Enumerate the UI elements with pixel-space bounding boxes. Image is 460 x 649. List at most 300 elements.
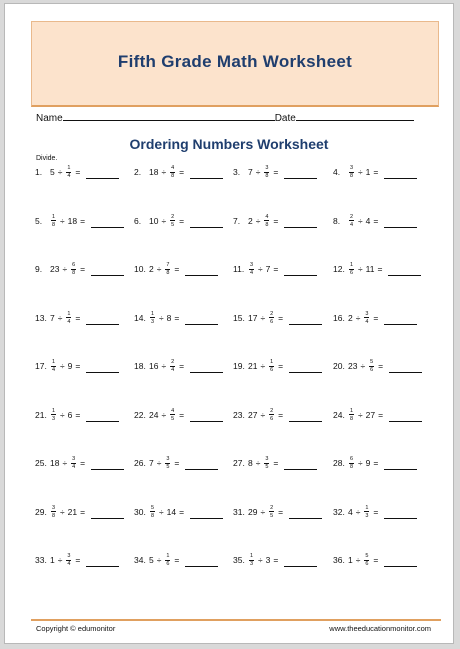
division-expression xyxy=(248,553,281,567)
answer-blank[interactable] xyxy=(86,557,119,567)
operand-whole: 2 xyxy=(248,215,253,226)
division-expression xyxy=(348,311,381,325)
denominator: 4 xyxy=(349,221,354,228)
divide-sign: ÷ xyxy=(60,215,65,226)
operand-fraction xyxy=(364,553,369,567)
equals-sign: = xyxy=(80,264,86,274)
numerator: 3 xyxy=(67,553,71,559)
problem-item xyxy=(233,356,322,376)
numerator: 1 xyxy=(166,553,170,559)
equals-sign: = xyxy=(75,409,81,420)
equals-sign: = xyxy=(278,312,284,323)
operand-fraction xyxy=(51,408,56,422)
problem-item xyxy=(35,405,119,425)
operand-whole: 8 xyxy=(166,312,172,323)
operand-whole: 7 xyxy=(149,458,154,468)
problem-number: 24. xyxy=(333,409,345,420)
operand-fraction xyxy=(170,165,175,179)
division-expression xyxy=(248,214,281,228)
instructions: Divide. xyxy=(36,155,58,162)
operand-fraction xyxy=(165,262,170,276)
operand-fraction xyxy=(264,214,269,228)
equals-sign: = xyxy=(273,458,279,468)
division-expression xyxy=(248,311,286,325)
operand-whole: 18 xyxy=(149,167,159,177)
denominator: 8 xyxy=(51,221,56,228)
answer-blank[interactable] xyxy=(190,412,223,422)
equals-sign: = xyxy=(174,264,180,274)
divide-sign: ÷ xyxy=(358,264,363,274)
numerator: 3 xyxy=(265,456,269,462)
problem-item xyxy=(333,356,422,376)
operand-fraction xyxy=(349,214,354,228)
operand-whole: 8 xyxy=(248,458,253,468)
answer-blank[interactable] xyxy=(384,557,417,567)
operand-fraction xyxy=(150,505,155,519)
problem-item xyxy=(333,162,417,182)
numerator: 1 xyxy=(51,359,56,365)
divide-sign: ÷ xyxy=(358,409,363,420)
operand-whole: 16 xyxy=(149,361,159,371)
division-expression xyxy=(50,165,83,179)
problem-item xyxy=(35,502,124,522)
division-expression xyxy=(348,553,381,567)
numerator: 1 xyxy=(67,165,71,171)
problem-item xyxy=(35,162,119,182)
answer-blank[interactable] xyxy=(185,315,218,325)
equals-sign: = xyxy=(373,312,379,323)
equals-sign: = xyxy=(179,361,185,371)
operand-whole: 23 xyxy=(50,264,60,274)
problem-item xyxy=(134,211,223,231)
operand-fraction xyxy=(66,553,71,567)
denominator: 4 xyxy=(365,318,369,325)
operand-whole: 23 xyxy=(348,361,358,371)
answer-blank[interactable] xyxy=(389,412,422,422)
answer-blank[interactable] xyxy=(86,363,119,373)
equals-sign: = xyxy=(179,215,185,226)
answer-blank[interactable] xyxy=(86,169,119,179)
problem-number: 36. xyxy=(333,555,345,565)
answer-blank[interactable] xyxy=(284,169,317,179)
answer-blank[interactable] xyxy=(190,218,223,228)
problem-number: 12. xyxy=(333,264,345,274)
equals-sign: = xyxy=(174,555,180,565)
problem-item xyxy=(35,453,124,473)
divide-sign: ÷ xyxy=(62,458,68,468)
division-expression xyxy=(348,359,386,373)
problem-item xyxy=(134,308,218,328)
answer-blank[interactable] xyxy=(86,315,119,325)
division-expression xyxy=(50,359,83,373)
answer-blank[interactable] xyxy=(284,557,317,567)
equals-sign: = xyxy=(80,506,86,517)
divide-sign: ÷ xyxy=(159,506,164,517)
denominator: 5 xyxy=(270,512,274,519)
equals-sign: = xyxy=(378,409,384,420)
division-expression xyxy=(348,165,381,179)
division-expression xyxy=(149,456,182,470)
division-expression xyxy=(248,165,281,179)
operand-whole: 29 xyxy=(248,506,258,517)
problem-number: 27. xyxy=(233,458,245,468)
problem-item xyxy=(233,502,322,522)
divide-sign: ÷ xyxy=(355,506,361,517)
numerator: 3 xyxy=(249,262,254,268)
division-expression xyxy=(149,359,187,373)
problem-number: 20. xyxy=(333,361,345,371)
equals-sign: = xyxy=(373,506,379,517)
problem-number: 10. xyxy=(134,264,146,274)
date-label: Date xyxy=(274,113,296,124)
operand-fraction xyxy=(349,165,354,179)
numerator: 5 xyxy=(365,553,369,559)
equals-sign: = xyxy=(75,361,81,371)
problem-item xyxy=(233,259,317,279)
title-banner xyxy=(31,21,439,107)
division-expression xyxy=(248,359,286,373)
numerator: 6 xyxy=(72,262,76,268)
numerator: 3 xyxy=(72,456,76,462)
answer-blank[interactable] xyxy=(86,412,119,422)
numerator: 3 xyxy=(365,310,369,317)
divide-sign: ÷ xyxy=(159,312,164,323)
problem-number: 2. xyxy=(134,167,142,177)
denominator: 4 xyxy=(249,270,254,276)
operand-fraction xyxy=(269,505,274,519)
footer-website: www.theeducationmonitor.com xyxy=(329,624,431,633)
problem-item xyxy=(233,308,322,328)
answer-blank[interactable] xyxy=(185,266,218,276)
answer-blank[interactable] xyxy=(91,460,124,470)
numerator: 1 xyxy=(67,310,71,317)
operand-whole: 7 xyxy=(50,312,55,323)
problem-item xyxy=(35,211,124,231)
problem-number: 34. xyxy=(134,555,146,565)
answer-blank[interactable] xyxy=(190,363,223,373)
equals-sign: = xyxy=(75,312,81,323)
problem-item xyxy=(134,502,223,522)
problem-number: 13. xyxy=(35,312,47,323)
numerator: 5 xyxy=(150,504,155,511)
operand-whole: 21 xyxy=(248,361,258,371)
name-date-line xyxy=(36,111,414,124)
operand-whole: 9 xyxy=(365,458,371,468)
operand-fraction xyxy=(66,165,71,179)
date-field[interactable] xyxy=(296,111,414,121)
problem-item xyxy=(35,308,119,328)
numerator: 1 xyxy=(365,504,369,511)
denominator: 6 xyxy=(270,318,274,325)
denominator: 3 xyxy=(150,318,155,325)
operand-whole: 24 xyxy=(149,409,159,420)
divide-sign: ÷ xyxy=(255,167,261,177)
equals-sign: = xyxy=(179,167,185,177)
operand-whole: 5 xyxy=(50,167,55,177)
divide-sign: ÷ xyxy=(360,361,366,371)
operand-fraction xyxy=(71,262,76,276)
operand-fraction xyxy=(170,359,175,373)
problem-number: 31. xyxy=(233,506,245,517)
division-expression xyxy=(348,408,386,422)
problem-item xyxy=(233,162,317,182)
answer-blank[interactable] xyxy=(289,509,322,519)
numerator: 3 xyxy=(166,456,170,462)
answer-blank[interactable] xyxy=(289,363,322,373)
equals-sign: = xyxy=(378,361,384,371)
answer-blank[interactable] xyxy=(91,509,124,519)
denominator: 6 xyxy=(365,561,369,567)
denominator: 8 xyxy=(349,415,354,422)
numerator: 2 xyxy=(171,359,175,365)
denominator: 3 xyxy=(365,512,369,519)
answer-blank[interactable] xyxy=(384,460,417,470)
answer-blank[interactable] xyxy=(384,315,417,325)
numerator: 6 xyxy=(349,456,354,462)
denominator: 4 xyxy=(67,173,71,179)
denominator: 8 xyxy=(265,173,269,179)
problem-number: 8. xyxy=(333,215,341,226)
answer-blank[interactable] xyxy=(284,266,317,276)
problem-item xyxy=(35,356,119,376)
answer-blank[interactable] xyxy=(384,509,417,519)
answer-blank[interactable] xyxy=(91,266,124,276)
divide-sign: ÷ xyxy=(60,506,65,517)
division-expression xyxy=(50,408,83,422)
problem-item xyxy=(333,308,417,328)
numerator: 3 xyxy=(265,165,269,171)
numerator: 1 xyxy=(51,407,56,414)
operand-whole: 4 xyxy=(365,215,371,226)
operand-fraction xyxy=(66,311,71,325)
operand-whole: 7 xyxy=(265,264,271,274)
denominator: 8 xyxy=(72,270,76,276)
numerator: 4 xyxy=(265,213,269,220)
numerator: 1 xyxy=(270,359,274,365)
problem-number: 3. xyxy=(233,167,241,177)
equals-sign: = xyxy=(278,409,284,420)
operand-fraction xyxy=(165,456,170,470)
denominator: 4 xyxy=(67,318,71,325)
divide-sign: ÷ xyxy=(355,312,361,323)
denominator: 3 xyxy=(51,415,56,422)
operand-whole: 1 xyxy=(365,167,371,177)
problem-item xyxy=(233,550,317,570)
footer-copyright: Copyright © edumonitor xyxy=(36,624,116,633)
denominator: 8 xyxy=(349,464,354,470)
division-expression xyxy=(50,456,88,470)
problem-number: 7. xyxy=(233,215,241,226)
division-expression xyxy=(50,553,83,567)
divide-sign: ÷ xyxy=(57,312,63,323)
problem-number: 9. xyxy=(35,264,43,274)
problem-item xyxy=(333,259,421,279)
denominator: 8 xyxy=(51,512,56,519)
problem-number: 1. xyxy=(35,167,43,177)
numerator: 2 xyxy=(171,213,175,220)
answer-blank[interactable] xyxy=(384,218,417,228)
operand-fraction xyxy=(369,359,374,373)
operand-fraction xyxy=(269,311,274,325)
operand-whole: 17 xyxy=(248,312,258,323)
divide-sign: ÷ xyxy=(156,555,162,565)
operand-whole: 18 xyxy=(67,215,78,226)
numerator: 2 xyxy=(270,310,274,317)
operand-whole: 5 xyxy=(149,555,154,565)
equals-sign: = xyxy=(273,264,279,274)
answer-blank[interactable] xyxy=(289,315,322,325)
divide-sign: ÷ xyxy=(358,215,363,226)
answer-blank[interactable] xyxy=(185,557,218,567)
denominator: 6 xyxy=(349,270,354,276)
problem-number: 6. xyxy=(134,215,142,226)
operand-fraction xyxy=(364,311,369,325)
operand-whole: 1 xyxy=(348,555,353,565)
problem-number: 23. xyxy=(233,409,245,420)
division-expression xyxy=(248,408,286,422)
division-expression xyxy=(149,214,187,228)
divide-sign: ÷ xyxy=(260,361,266,371)
footer-divider xyxy=(31,619,441,621)
worksheet-subtitle: Ordering Numbers Worksheet xyxy=(129,136,329,152)
denominator: 8 xyxy=(265,221,269,228)
denominator: 6 xyxy=(270,415,274,422)
problem-number: 29. xyxy=(35,506,47,517)
answer-blank[interactable] xyxy=(190,509,223,519)
denominator: 4 xyxy=(171,367,175,373)
answer-blank[interactable] xyxy=(388,266,421,276)
problem-item xyxy=(35,550,119,570)
problem-item xyxy=(134,259,218,279)
equals-sign: = xyxy=(273,167,279,177)
problem-item xyxy=(134,356,223,376)
numerator: 2 xyxy=(349,213,354,220)
equals-sign: = xyxy=(80,215,86,226)
problem-item xyxy=(333,453,417,473)
division-expression xyxy=(149,408,187,422)
divide-sign: ÷ xyxy=(161,361,167,371)
divide-sign: ÷ xyxy=(57,167,63,177)
answer-blank[interactable] xyxy=(185,460,218,470)
numerator: 1 xyxy=(349,407,354,414)
answer-blank[interactable] xyxy=(284,218,317,228)
operand-fraction xyxy=(170,214,175,228)
division-expression xyxy=(149,553,182,567)
divide-sign: ÷ xyxy=(255,215,261,226)
problem-number: 18. xyxy=(134,361,146,371)
equals-sign: = xyxy=(273,215,279,226)
operand-fraction xyxy=(364,505,369,519)
numerator: 7 xyxy=(166,262,170,268)
problem-number: 11. xyxy=(233,264,245,274)
operand-fraction xyxy=(51,505,56,519)
operand-whole: 10 xyxy=(149,215,159,226)
numerator: 5 xyxy=(370,359,374,365)
operand-whole: 7 xyxy=(248,167,253,177)
operand-whole: 21 xyxy=(67,506,78,517)
numerator: 4 xyxy=(171,407,175,414)
division-expression xyxy=(149,311,182,325)
equals-sign: = xyxy=(80,458,86,468)
operand-whole: 2 xyxy=(149,264,154,274)
answer-blank[interactable] xyxy=(289,412,322,422)
numerator: 4 xyxy=(171,165,175,171)
name-field[interactable] xyxy=(63,111,275,121)
operand-whole: 9 xyxy=(67,361,73,371)
operand-whole: 4 xyxy=(348,506,353,517)
division-expression xyxy=(348,214,381,228)
problem-number: 19. xyxy=(233,361,245,371)
numerator: 1 xyxy=(249,553,254,559)
denominator: 5 xyxy=(265,464,269,470)
divide-sign: ÷ xyxy=(355,555,361,565)
denominator: 4 xyxy=(67,561,71,567)
problem-item xyxy=(134,453,218,473)
division-expression xyxy=(348,262,385,276)
problem-number: 4. xyxy=(333,167,341,177)
problem-number: 30. xyxy=(134,506,146,517)
divide-sign: ÷ xyxy=(57,555,63,565)
problem-number: 16. xyxy=(333,312,345,323)
numerator: 1 xyxy=(51,213,56,220)
divide-sign: ÷ xyxy=(161,167,167,177)
divide-sign: ÷ xyxy=(358,458,363,468)
operand-whole: 1 xyxy=(50,555,55,565)
divide-sign: ÷ xyxy=(260,312,266,323)
problem-item xyxy=(333,550,417,570)
answer-blank[interactable] xyxy=(91,218,124,228)
divide-sign: ÷ xyxy=(358,167,363,177)
divide-sign: ÷ xyxy=(255,458,261,468)
division-expression xyxy=(50,262,88,276)
operand-fraction xyxy=(349,262,354,276)
denominator: 5 xyxy=(171,221,175,228)
operand-fraction xyxy=(269,359,274,373)
problem-number: 15. xyxy=(233,312,245,323)
problem-item xyxy=(134,405,223,425)
division-expression xyxy=(50,505,88,519)
operand-whole: 27 xyxy=(248,409,258,420)
equals-sign: = xyxy=(179,409,185,420)
operand-fraction xyxy=(150,311,155,325)
operand-fraction xyxy=(165,553,170,567)
equals-sign: = xyxy=(174,458,180,468)
operand-fraction xyxy=(249,553,254,567)
operand-whole: 11 xyxy=(365,264,375,274)
divide-sign: ÷ xyxy=(260,409,266,420)
equals-sign: = xyxy=(373,555,379,565)
denominator: 4 xyxy=(51,367,56,373)
problem-item xyxy=(333,502,417,522)
answer-blank[interactable] xyxy=(389,363,422,373)
operand-fraction xyxy=(269,408,274,422)
equals-sign: = xyxy=(373,167,379,177)
divide-sign: ÷ xyxy=(258,264,263,274)
problem-number: 35. xyxy=(233,555,245,565)
denominator: 6 xyxy=(370,367,374,373)
operand-whole: 14 xyxy=(166,506,177,517)
operand-fraction xyxy=(170,408,175,422)
denominator: 8 xyxy=(171,173,175,179)
problem-item xyxy=(233,453,317,473)
equals-sign: = xyxy=(373,458,379,468)
problem-number: 26. xyxy=(134,458,146,468)
answer-blank[interactable] xyxy=(384,169,417,179)
operand-whole: 18 xyxy=(50,458,60,468)
answer-blank[interactable] xyxy=(190,169,223,179)
answer-blank[interactable] xyxy=(284,460,317,470)
divide-sign: ÷ xyxy=(161,409,167,420)
